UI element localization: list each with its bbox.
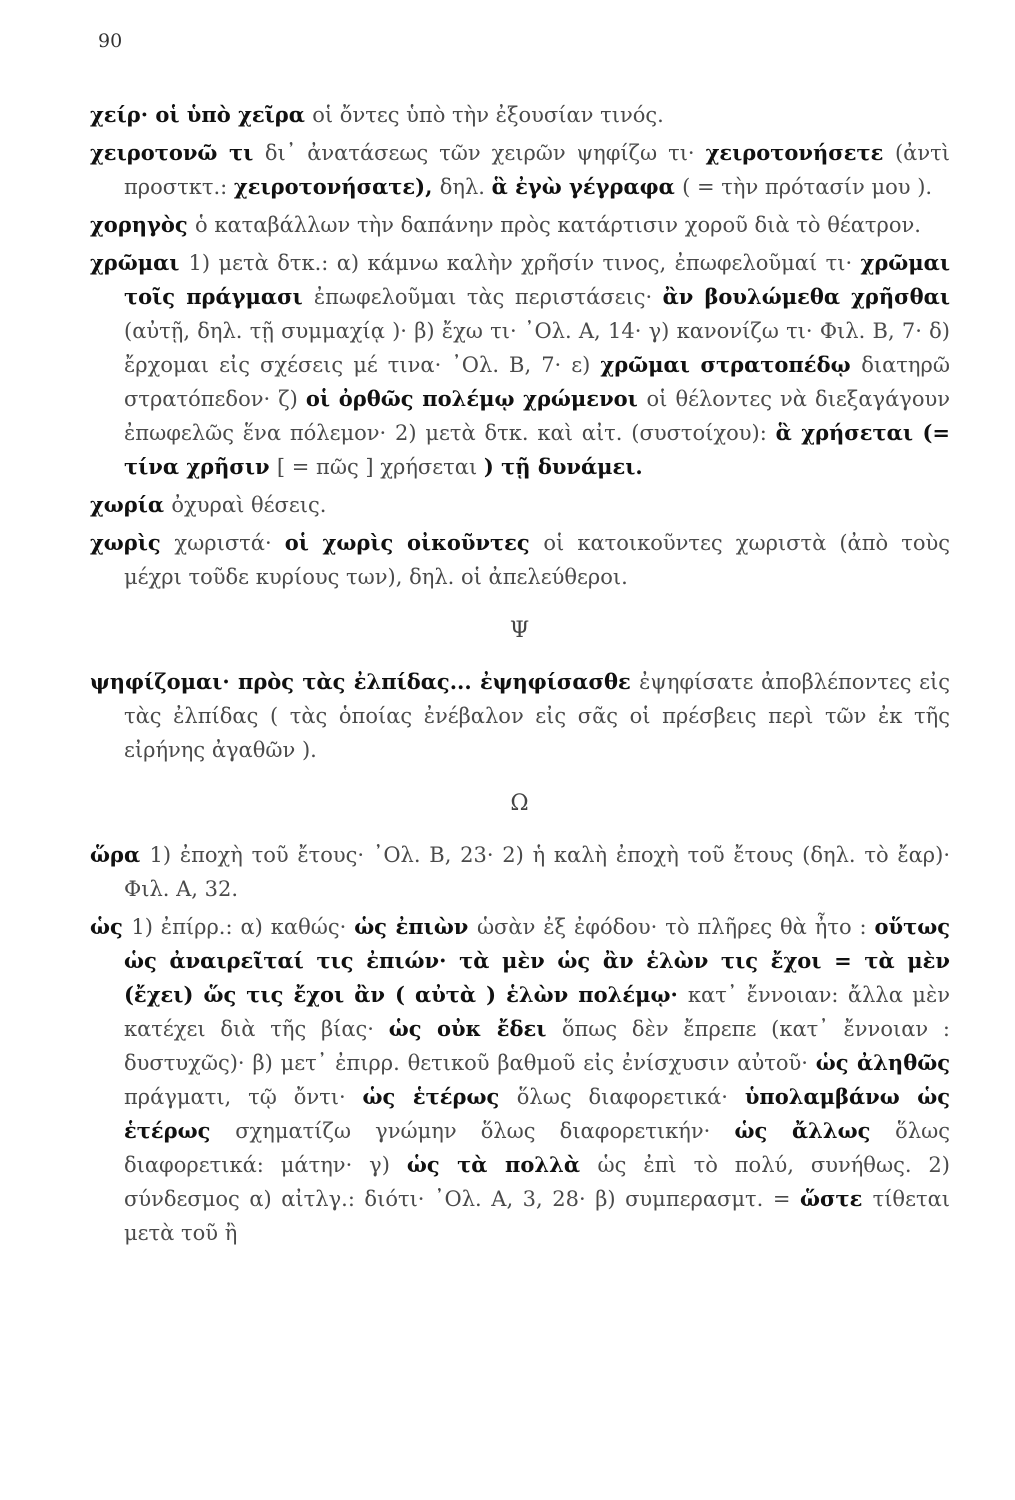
headword: ὡς [90, 914, 132, 939]
definition-text: (αὐτῇ, δηλ. τῇ συμμαχίᾳ )· β) ἔχω τι· ᾿Ολ. Α, 14· γ) κανονίζω τι· Φιλ. Β, 7· δ) ἔρχομαι εἰς σχέσεις μέ τινα· ᾿Ολ. Β, 7· ε) [124, 319, 950, 377]
headword: ψηφίζομαι· πρὸς τὰς ἐλπίδας... ἐψηφίσασθε [90, 669, 640, 694]
definition-text: ὡσὰν ἐξ ἐφόδου· τὸ πλῆρες θὰ ἦτο : [476, 915, 875, 939]
definition-text: ὡς ἐπὶ τὸ πολύ, συνήθως. 2) σύνδεσμος α) αἰτλγ.: διότι· ᾿Ολ. Α, 3, 28· β) συμπερασμτ. = [124, 1153, 950, 1211]
bold-phrase: χειροτονήσατε), [233, 174, 440, 199]
definition-text: κατ᾿ ἔννοιαν: ἄλλα μὲν κατέχει διὰ τῆς βίας· [124, 983, 950, 1041]
bold-phrase: ὡς ἀληθῶς [815, 1050, 950, 1075]
bold-phrase: ὡς οὐκ ἔδει [388, 1016, 562, 1041]
definition-text: ὅλως διαφορετικά: μάτην· γ) [124, 1119, 951, 1177]
dictionary-entry [90, 246, 950, 484]
bold-phrase: ὑπολαμβάνω ὡς ἑτέρως [124, 1084, 950, 1143]
section-psi [90, 665, 950, 767]
dictionary-entry [90, 98, 950, 132]
definition-text: ( = τὴν πρότασίν μου ). [682, 175, 933, 199]
bold-phrase: χρῶμαι τοῖς πράγμασι [124, 250, 950, 309]
definition-text: τίθεται μετὰ τοῦ ἢ [124, 1187, 950, 1245]
definition-text: οἱ κατοικοῦντες χωριστὰ (ἀπὸ τοὺς μέχρι τοῦδε κυρίους των), δηλ. οἱ ἀπελεύθεροι. [124, 531, 950, 589]
definition-text: (ἀντὶ προστκτ.: [124, 141, 950, 199]
bold-phrase: ὡς ἑτέρως [362, 1084, 517, 1109]
definition-text: ὀχυραὶ θέσεις. [171, 493, 327, 517]
definition-text: δι᾿ ἀνατάσεως τῶν χειρῶν ψηφίζω τι· [264, 141, 706, 165]
definition-text: ἐψηφίσατε ἀποβλέποντες εἰς τὰς ἐλπίδας ( τὰς ὁποίας ἐνέβαλον εἰς σᾶς οἱ πρέσβεις περὶ τῶν ἐκ τῆς εἰρήνης ἀγαθῶν ). [124, 670, 950, 762]
headword: ὥρα [90, 842, 150, 867]
definition-text: [ = πῶς ] [276, 455, 381, 479]
definition-text: ὅπως δὲν ἔπρεπε (κατ᾿ ἔννοιαν : δυστυχῶς)· β) μετ᾿ ἐπιρρ. θετικοῦ βαθμοῦ εἰς ἐνίσχυσιν αὐτοῦ· [124, 1017, 950, 1075]
bold-phrase: οἱ ὀρθῶς πολέμῳ χρώμενοι [305, 386, 647, 411]
bold-phrase: οὕτως ὡς ἀναιρεῖταί τις ἐπιών· τὰ μὲν ὡς ἂν ἑλὼν τις ἔχοι = τὰ μὲν (ἔχει) ὥς τις ἔχοι ἂν ( αὐτὰ ) ἑλὼν πολέμῳ· [124, 914, 951, 1007]
definition-text: οἱ ὄντες ὑπὸ τὴν ἐξουσίαν τινός. [312, 103, 664, 127]
bold-phrase: ) τῇ δυνάμει. [483, 454, 643, 479]
bold-phrase: ὥστε [800, 1186, 873, 1211]
bold-phrase: ἂν βουλώμεθα χρῆσθαι [662, 284, 950, 309]
dictionary-entry [90, 526, 950, 594]
dictionary-entry [90, 136, 950, 204]
definition-text: δηλ. [439, 175, 492, 199]
bold-phrase: χρῶμαι στρατοπέδῳ [600, 352, 862, 377]
dictionary-entry [90, 488, 950, 522]
bold-phrase: ἃ ἐγὼ γέγραφα [491, 174, 683, 199]
section-letter-omega: Ω [510, 791, 530, 816]
definition-text: διατηρῶ στρατόπεδον· ζ) [124, 353, 950, 411]
dictionary-entry [90, 838, 950, 906]
headword: χειροτονῶ τι [90, 140, 265, 165]
definition-text: ὅλως διαφορετικά· [516, 1085, 745, 1109]
page-number: 90 [98, 30, 123, 52]
definition-text: οἱ θέλοντες νὰ διεξαγάγουν ἐπωφελῶς ἕνα πόλεμον· 2) μετὰ δτκ. καὶ αἰτ. (συστοίχου): [124, 387, 951, 445]
definition-text: χρήσεται [380, 455, 484, 479]
definition-text: πράγματι, τῷ ὄντι· [124, 1085, 363, 1109]
headword: χείρ· οἱ ὑπὸ χεῖρα [90, 102, 313, 127]
headword: χωρία [90, 492, 172, 517]
bold-phrase: ἃ χρήσεται (= τίνα χρῆσιν [124, 420, 950, 479]
dictionary-entry [90, 910, 950, 1250]
bold-phrase: οἱ χωρὶς οἰκοῦντες [284, 530, 544, 555]
definition-text: χωριστά· [174, 531, 285, 555]
headword: χρῶμαι [90, 250, 189, 275]
definition-text: 1) μετὰ δτκ.: α) κάμνω καλὴν χρῆσίν τινος, ἐπωφελοῦμαί τι· [188, 251, 861, 275]
headword: χωρὶς [90, 530, 175, 555]
headword: χορηγὸς [90, 212, 196, 237]
section-chi [90, 98, 950, 594]
bold-phrase: ὡς τὰ πολλὰ [406, 1152, 598, 1177]
dictionary-entry [90, 208, 950, 242]
bold-phrase: ὡς ἐπιὼν [354, 914, 477, 939]
bold-phrase: χειροτονήσετε [705, 140, 895, 165]
definition-text: 1) ἐποχὴ τοῦ ἔτους· ᾿Ολ. Β, 23· 2) ἡ καλὴ ἐποχὴ τοῦ ἔτους (δηλ. τὸ ἔαρ)· Φιλ. Α, 32. [124, 843, 951, 901]
definition-text: ὁ καταβάλλων τὴν δαπάνην πρὸς κατάρτισιν χοροῦ διὰ τὸ θέατρον. [195, 213, 921, 237]
definition-text: ἐπωφελοῦμαι τὰς περιστάσεις· [313, 285, 663, 309]
definition-text: σχηματίζω γνώμην ὅλως διαφορετικήν· [235, 1119, 735, 1143]
definition-text: 1) ἐπίρρ.: α) καθώς· [131, 915, 355, 939]
text-column [90, 98, 950, 1254]
section-letter-psi: Ψ [509, 618, 531, 643]
section-omega [90, 838, 950, 1250]
bold-phrase: ὡς ἄλλως [734, 1118, 896, 1143]
dictionary-entry [90, 665, 950, 767]
